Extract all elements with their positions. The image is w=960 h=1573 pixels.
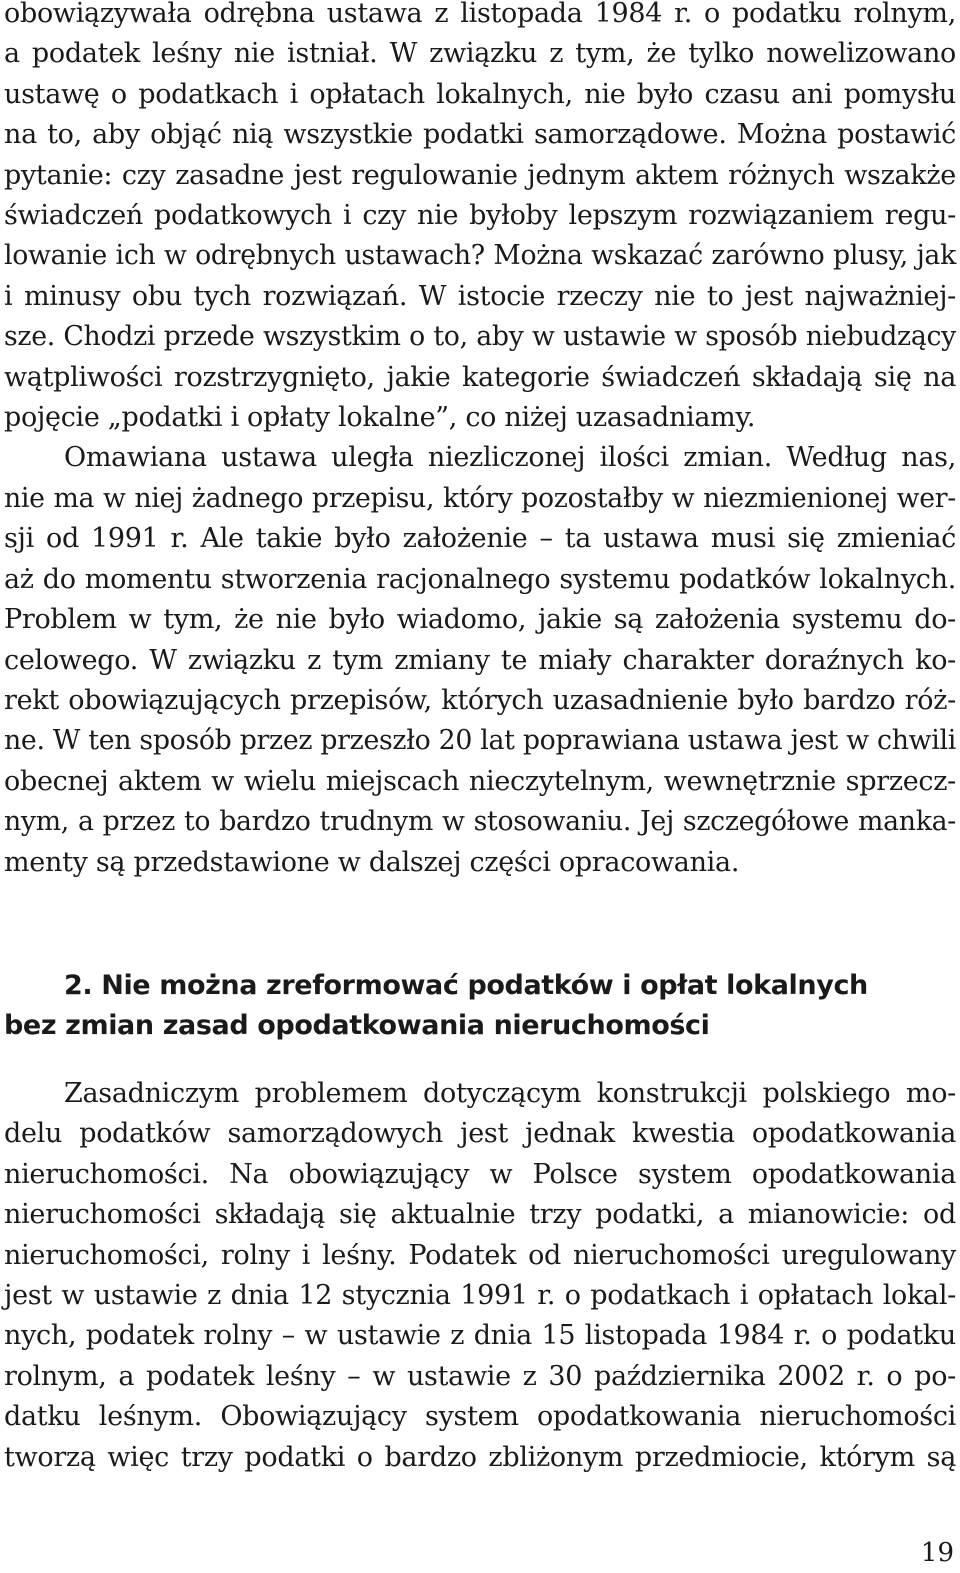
text-line: Problem w tym, że nie było wiadomo, jakie są założenia systemu do- <box>4 604 956 636</box>
text-line: nie ma w niej żadnego przepisu, który pozostałby w niezmienionej wer- <box>4 482 956 514</box>
text-line: obowiązywała odrębna ustawa z listopada 1984 r. o podatku rolnym, <box>4 0 956 29</box>
text-line: nieruchomości, rolny i leśny. Podatek od nieruchomości uregulowany <box>4 1239 956 1271</box>
text-line: nym, a przez to bardzo trudnym w stosowaniu. Jej szczegółowe manka- <box>4 806 956 838</box>
text-line: i minusy obu tych rozwiązań. W istocie rzeczy nie to jest najważniej- <box>4 280 956 312</box>
text-line: rolnym, a podatek leśny – w ustawie z 30 października 2002 r. o po- <box>4 1360 956 1392</box>
section-heading-line: bez zmian zasad opodatkowania nieruchomości <box>4 1010 710 1041</box>
text-line: menty są przedstawione w dalszej części opracowania. <box>4 846 740 878</box>
paragraph-block-top <box>4 0 956 883</box>
text-line: Zasadniczym problemem dotyczącym konstrukcji polskiego mo- <box>64 1078 956 1109</box>
text-line: delu podatków samorządowych jest jednak kwestia opodatkowania <box>4 1118 956 1150</box>
section-heading <box>4 966 956 1046</box>
text-line: pojęcie „podatki i opłaty lokalne”, co niżej uzasadniamy. <box>4 402 756 434</box>
text-line: jest w ustawie z dnia 12 stycznia 1991 r. o podatkach i opłatach lokal- <box>4 1280 956 1312</box>
paragraph-block-bottom <box>4 1074 956 1478</box>
text-line: Omawiana ustawa uległa niezliczonej ilości zmian. Według nas, <box>64 442 956 474</box>
text-line: świadczeń podatkowych i czy nie byłoby lepszym rozwiązaniem regu- <box>4 200 956 232</box>
text-line: ne. W ten sposób przez przeszło 20 lat poprawiana ustawa jest w chwili <box>4 725 956 757</box>
text-line: sze. Chodzi przede wszystkim o to, aby w ustawie w sposób niebudzący <box>4 321 956 353</box>
text-line: nieruchomości. Na obowiązujący w Polsce system opodatkowania <box>4 1158 956 1190</box>
text-line: rekt obowiązujących przepisów, których uzasadnienie było bardzo róż- <box>4 684 956 716</box>
paragraph-zasadniczym <box>4 1074 956 1478</box>
page-number: 19 <box>920 1538 954 1568</box>
paragraph-continuation <box>4 0 956 438</box>
text-line: datku leśnym. Obowiązujący system opodatkowania nieruchomości <box>4 1401 956 1433</box>
text-line: ustawę o podatkach i opłatach lokalnych, nie było czasu ani pomysłu <box>4 78 956 110</box>
text-line: nieruchomości składają się aktualnie trzy podatki, a mianowicie: od <box>4 1199 956 1231</box>
text-line: lowanie ich w odrębnych ustawach? Można wskazać zarówno plusy, jak <box>4 240 956 272</box>
text-line: wątpliwości rozstrzygnięto, jakie kategorie świadczeń składają się na <box>4 361 956 393</box>
text-line: aż do momentu stworzenia racjonalnego systemu podatków lokalnych. <box>4 563 956 595</box>
text-line: pytanie: czy zasadne jest regulowanie jednym aktem różnych wszakże <box>4 159 956 191</box>
text-line: sji od 1991 r. Ale takie było założenie – ta ustawa musi się zmieniać <box>4 523 956 555</box>
text-line: nych, podatek rolny – w ustawie z dnia 15 listopada 1984 r. o podatku <box>4 1320 956 1352</box>
section-heading-line: 2. Nie można zreformować podatków i opłat lokalnych <box>64 970 868 1001</box>
text-line: obecnej aktem w wielu miejscach nieczytelnym, wewnętrznie sprzecz- <box>4 765 956 797</box>
paragraph-omawiana <box>4 438 956 882</box>
text-line: a podatek leśny nie istniał. W związku z tym, że tylko nowelizowano <box>4 38 956 70</box>
text-line: na to, aby objąć nią wszystkie podatki samorządowe. Można postawić <box>4 119 956 151</box>
text-line: celowego. W związku z tym zmiany te miały charakter doraźnych ko- <box>4 644 956 676</box>
text-line: tworzą więc trzy podatki o bardzo zbliżonym przedmiocie, którym są <box>4 1441 956 1473</box>
